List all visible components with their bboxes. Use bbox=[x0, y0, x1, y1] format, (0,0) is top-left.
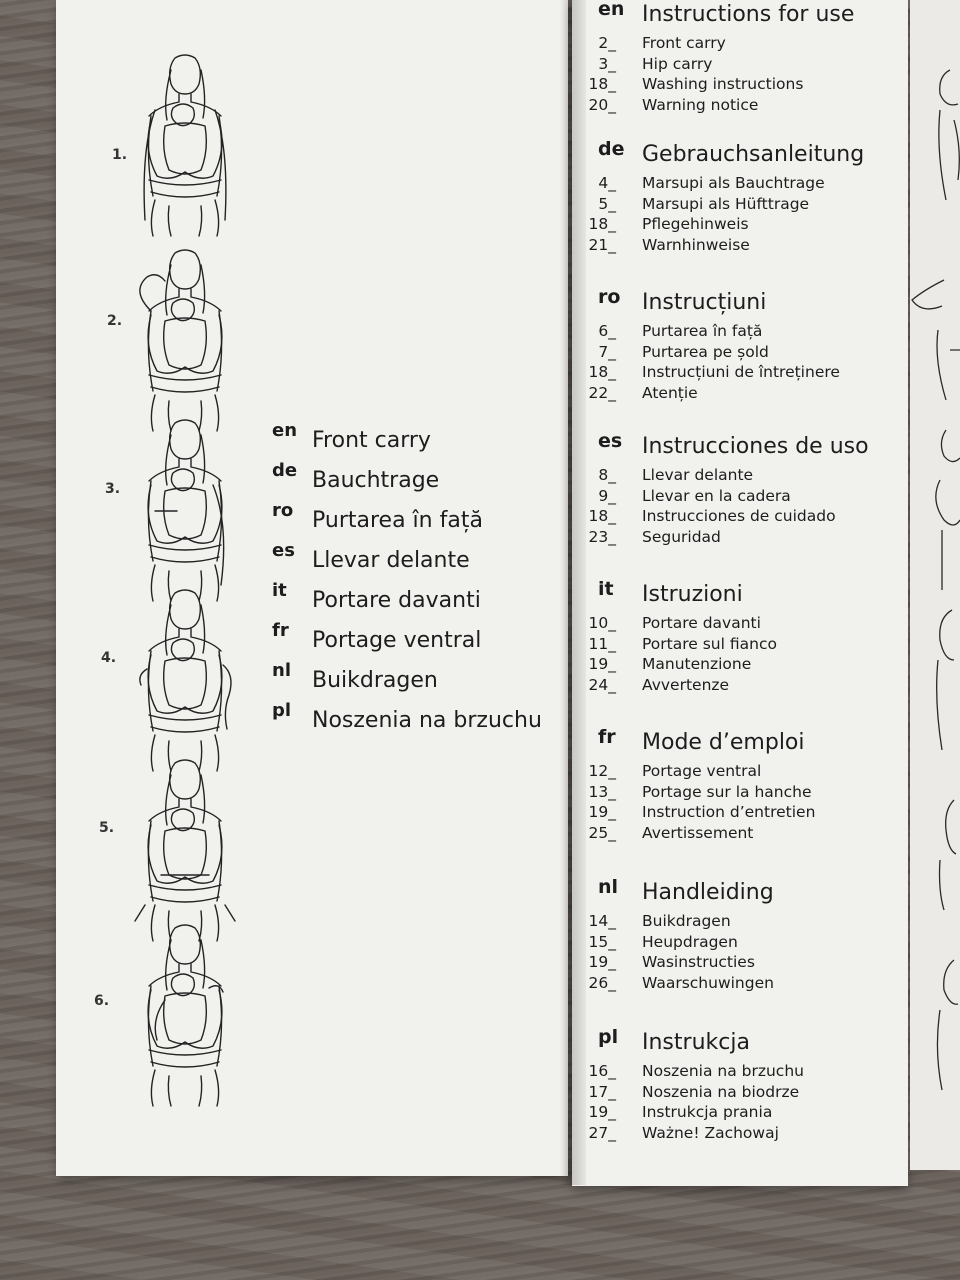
toc-page-number: 10_ bbox=[588, 614, 616, 632]
toc-entry-label: Portage ventral bbox=[642, 762, 762, 780]
folded-page-edge bbox=[910, 0, 960, 1170]
toc-entry-label: Waarschuwingen bbox=[642, 973, 774, 992]
figure-number-1: 1. bbox=[112, 147, 128, 163]
toc-page-number: 20_ bbox=[588, 95, 616, 114]
language-code: ro bbox=[272, 500, 294, 521]
language-code: en bbox=[272, 420, 298, 441]
toc-section-title: Instructions for use bbox=[642, 2, 855, 27]
toc-section-title: Gebrauchsanleitung bbox=[642, 142, 865, 167]
toc-language-code-de: de bbox=[598, 138, 625, 160]
carry-illustration-5 bbox=[125, 755, 245, 945]
figure-number-4: 4. bbox=[101, 650, 117, 666]
language-code: it bbox=[272, 580, 287, 601]
toc-entry-label: Avertissement bbox=[642, 823, 754, 842]
toc-section-title: Instrucciones de uso bbox=[642, 434, 869, 459]
toc-entry-label: Heupdragen bbox=[642, 932, 738, 951]
front-carry-label: Portare davanti bbox=[312, 588, 481, 613]
toc-page-number: 22_ bbox=[588, 383, 616, 402]
toc-language-code-nl: nl bbox=[598, 876, 619, 898]
toc-page-number: 19_ bbox=[588, 803, 616, 821]
toc-page-number: 19_ bbox=[588, 655, 616, 673]
toc-language-code-ro: ro bbox=[598, 286, 621, 308]
carry-illustration-4 bbox=[125, 585, 245, 775]
toc-entry-label: Llevar delante bbox=[642, 466, 754, 484]
toc-page-number: 12_ bbox=[588, 762, 616, 780]
toc-page-number: 26_ bbox=[588, 973, 616, 992]
toc-entry-label: Wasinstructies bbox=[642, 953, 755, 971]
toc-page-number: 11_ bbox=[588, 634, 616, 653]
toc-entry-label: Warning notice bbox=[642, 95, 759, 114]
toc-entry-label: Noszenia na brzuchu bbox=[642, 1062, 804, 1080]
toc-entry-label: Llevar en la cadera bbox=[642, 486, 791, 505]
toc-page-number: 13_ bbox=[588, 782, 616, 801]
toc-page-number: 3_ bbox=[598, 54, 616, 73]
toc-entry-label: Marsupi als Hüfttrage bbox=[642, 194, 810, 213]
front-carry-label: Front carry bbox=[312, 428, 431, 453]
toc-entry-label: Warnhinweise bbox=[642, 235, 750, 254]
toc-section-title: Handleiding bbox=[642, 880, 774, 905]
toc-entry-label: Portare sul fianco bbox=[642, 634, 777, 653]
carry-illustration-3 bbox=[125, 415, 245, 605]
toc-entry-label: Avvertenze bbox=[642, 675, 730, 694]
toc-entry-label: Noszenia na biodrze bbox=[642, 1082, 800, 1101]
toc-page-number: 14_ bbox=[588, 912, 616, 930]
toc-entry-label: Manutenzione bbox=[642, 655, 752, 673]
toc-entry-label: Instruction d’entretien bbox=[642, 803, 816, 821]
language-code: de bbox=[272, 460, 298, 481]
toc-language-code-en: en bbox=[598, 0, 625, 20]
toc-language-code-es: es bbox=[598, 430, 623, 452]
toc-page-number: 4_ bbox=[598, 174, 616, 192]
toc-section-title: Istruzioni bbox=[642, 582, 743, 607]
toc-page-number: 27_ bbox=[588, 1123, 616, 1142]
toc-page-number: 24_ bbox=[588, 675, 616, 694]
toc-language-code-pl: pl bbox=[598, 1026, 619, 1048]
toc-page-number: 15_ bbox=[588, 932, 616, 951]
toc-page-number: 18_ bbox=[588, 75, 616, 93]
toc-entry-label: Instrucciones de cuidado bbox=[642, 507, 836, 525]
toc-page-number: 19_ bbox=[588, 1103, 616, 1121]
toc-entry-label: Pflegehinweis bbox=[642, 215, 749, 233]
toc-page-number: 21_ bbox=[588, 235, 616, 254]
language-code: fr bbox=[272, 620, 289, 641]
front-carry-label: Llevar delante bbox=[312, 548, 470, 573]
toc-page-number: 9_ bbox=[598, 486, 616, 505]
toc-page-number: 19_ bbox=[588, 953, 616, 971]
language-code: nl bbox=[272, 660, 291, 681]
toc-entry-label: Purtarea în față bbox=[642, 322, 763, 340]
toc-section-title: Instrukcja bbox=[642, 1030, 750, 1055]
language-code: pl bbox=[272, 700, 292, 721]
toc-entry-label: Portage sur la hanche bbox=[642, 782, 812, 801]
toc-page-number: 8_ bbox=[598, 466, 616, 484]
front-carry-label: Purtarea în față bbox=[312, 508, 483, 533]
toc-page-number: 17_ bbox=[588, 1082, 616, 1101]
carry-illustration-2 bbox=[125, 245, 245, 435]
toc-entry-label: Instrucțiuni de întreținere bbox=[642, 363, 840, 381]
carry-illustration-6 bbox=[125, 920, 245, 1110]
toc-page-number: 2_ bbox=[598, 34, 616, 52]
toc-entry-label: Front carry bbox=[642, 34, 726, 52]
toc-language-code-it: it bbox=[598, 578, 614, 600]
folded-page-illustrations bbox=[910, 0, 960, 1170]
toc-entry-label: Buikdragen bbox=[642, 912, 731, 930]
toc-page-number: 6_ bbox=[598, 322, 616, 340]
toc-entry-label: Marsupi als Bauchtrage bbox=[642, 174, 825, 192]
toc-language-code-fr: fr bbox=[598, 726, 616, 748]
toc-page-number: 18_ bbox=[588, 215, 616, 233]
figure-number-3: 3. bbox=[105, 481, 121, 497]
toc-page-number: 18_ bbox=[588, 363, 616, 381]
carry-illustration-1 bbox=[125, 50, 245, 240]
toc-entry-label: Atenție bbox=[642, 383, 698, 402]
toc-page-number: 7_ bbox=[598, 342, 616, 361]
figure-number-6: 6. bbox=[94, 993, 110, 1009]
language-code: es bbox=[272, 540, 295, 561]
toc-page-number: 23_ bbox=[588, 527, 616, 546]
toc-page-number: 25_ bbox=[588, 823, 616, 842]
figure-number-2: 2. bbox=[107, 313, 123, 329]
toc-entry-label: Washing instructions bbox=[642, 75, 804, 93]
toc-entry-label: Seguridad bbox=[642, 527, 721, 546]
toc-entry-label: Purtarea pe șold bbox=[642, 342, 769, 361]
toc-entry-label: Ważne! Zachowaj bbox=[642, 1123, 779, 1142]
front-carry-label: Portage ventral bbox=[312, 628, 482, 653]
toc-section-title: Instrucțiuni bbox=[642, 290, 767, 315]
toc-page-number: 5_ bbox=[598, 194, 616, 213]
toc-entry-label: Portare davanti bbox=[642, 614, 761, 632]
toc-page-number: 16_ bbox=[588, 1062, 616, 1080]
front-carry-label: Bauchtrage bbox=[312, 468, 440, 493]
figure-number-5: 5. bbox=[99, 820, 115, 836]
toc-page-number: 18_ bbox=[588, 507, 616, 525]
toc-entry-label: Hip carry bbox=[642, 54, 713, 73]
toc-section-title: Mode d’emploi bbox=[642, 730, 805, 755]
front-carry-label: Buikdragen bbox=[312, 668, 438, 693]
front-carry-label: Noszenia na brzuchu bbox=[312, 708, 542, 733]
toc-entry-label: Instrukcja prania bbox=[642, 1103, 773, 1121]
